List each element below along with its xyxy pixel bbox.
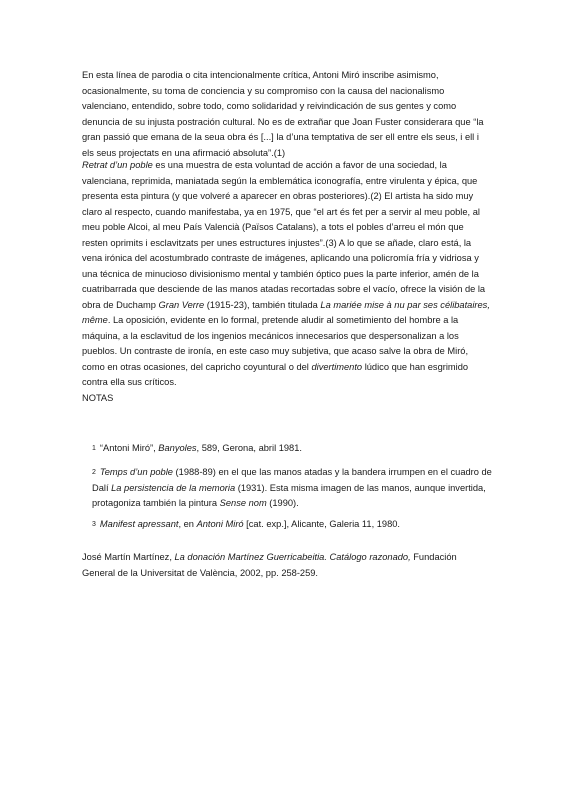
notes-heading: NOTAS	[82, 393, 114, 403]
citation-publisher: Fundación General de la Universitat de València, 2002, pp. 258-259.	[82, 552, 457, 578]
footnote-text: “Antoni Miró”,	[99, 443, 159, 453]
paragraph-text: En esta línea de parodia o cita intencionalmente crítica, Antoni Miró inscribe asimismo, ocasionalmente, su toma de conciencia y su compromiso con la causa del nacionalismo valenciano, entendido, sobre todo, como solidaridad y reivindicación de sus gentes y como denuncia de su injusta postración cultural. No es de extrañar que Joan Fuster considerara que “la gran passió que emana de la seua obra és [...] la d’una temptativa de ser ell entre els seus, i ell i els seus projectats en una afirmació absoluta”.(1)	[82, 70, 484, 158]
citation-author: José Martín Martínez,	[82, 552, 175, 562]
body-paragraph-2	[82, 158, 492, 391]
footnote-italic: La persistencia de la memoria	[111, 482, 236, 493]
footnote-text: [cat. exp.], Alicante, Galeria 11, 1980.	[243, 519, 401, 529]
citation-title: La donación Martínez Guerricabeitia. Catálogo razonado,	[174, 552, 411, 562]
footnote-3	[92, 517, 502, 533]
footnote-italic: Sense nom	[219, 498, 267, 508]
artwork-title: Retrat d’un poble	[82, 160, 153, 170]
italic-term: divertimento	[311, 361, 363, 372]
footnote-italic: Banyoles	[158, 443, 197, 453]
body-paragraph-1	[82, 68, 492, 161]
paragraph-text: (1915-23), también titulada	[204, 299, 321, 310]
footnote-text: (1990).	[266, 498, 299, 508]
footnote-1	[92, 441, 502, 457]
footnote-text: (1988-89) en el que las manos atadas y la bandera irrumpen en el cuadro de Dalí	[92, 467, 492, 493]
footnote-italic: Manifest apressant	[99, 519, 179, 529]
artwork-title: La mariée mise à nu par ses célibataires, même	[82, 299, 490, 325]
footnote-italic: Antoni Miró	[196, 519, 244, 529]
footnote-text: , 589, Gerona, abril 1981.	[196, 443, 302, 453]
footnote-number: 2	[92, 469, 96, 476]
footnote-text: , en	[178, 519, 197, 529]
footnote-2	[92, 465, 502, 512]
paragraph-text: lúdico que han esgrimido contra ella sus críticos.	[82, 361, 469, 387]
artwork-title: Gran Verre	[158, 299, 205, 310]
footnote-text: (1931). Esta misma imagen de las manos, aunque invertida, protagoniza también la pintura	[92, 482, 486, 508]
paragraph-text: . La oposición, evidente en lo formal, pretende aludir al sometimiento del hombre a la máquina, a la esclavitud de los ingenios mecánicos innecesarios que despersonalizan a los pueblos. Un contraste de ironía, en este caso muy subjetiva, que acaso salve la obra de Miró, como en otras ocasiones, del capricho coyuntural o del	[82, 315, 469, 372]
footnote-italic: Temps d’un poble	[99, 467, 173, 477]
footnote-number: 1	[92, 445, 96, 452]
source-citation	[82, 550, 492, 581]
paragraph-text: es una muestra de esta voluntad de acción a favor de una sociedad, la valenciana, reprimida, maniatada según la emblemática iconografía, entre virulenta y épica, que presenta esta pintura (y que volveré a aparecer en obras posteriores).(2) El artista ha sido muy claro al respecto, cuando manifestaba, ya en 1975, que “el art és fet per a servir al meu poble, al meu poble Alcoi, al meu País Valencià (Països Catalans), a tots el pobles d’arreu el món que resten oprimits i esclavitzats per unes estructures injustes”.(3) A lo que se añade, claro está, la vena irónica del acostumbrado contraste de imágenes, aplicando una policromía fría y vidriosa y una técnica de minucioso divisionismo mental y también óptico pues la parte inferior, amén de la cuatribarrada que desciende de las manos atadas recortadas sobre el vacío, ofrece la visión de la obra de Duchamp	[82, 160, 486, 310]
footnote-number: 3	[92, 521, 96, 528]
